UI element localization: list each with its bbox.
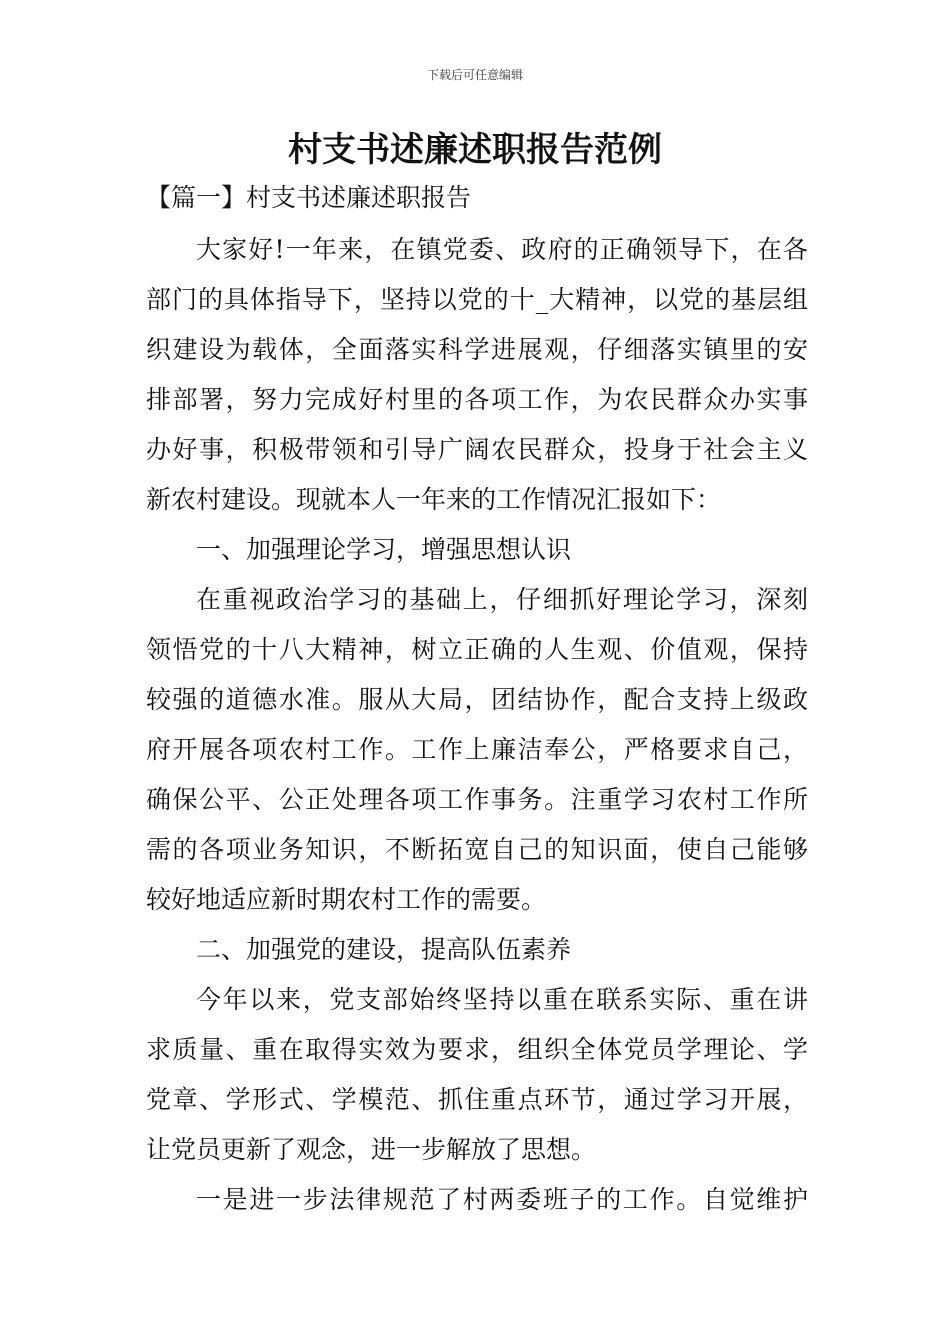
- paragraph-line: 办好事，积极带领和引导广阔农民群众，投身于社会主义: [146, 435, 808, 464]
- paragraph-line: 党章、学形式、学模范、抓住重点环节，通过学习开展，: [146, 1085, 808, 1114]
- paragraph-line: 府开展各项农村工作。工作上廉洁奉公，严格要求自己，: [146, 735, 808, 764]
- paragraph-line: 一是进一步法律规范了村两委班子的工作。自觉维护: [196, 1185, 808, 1214]
- paragraph-line: 较好地适应新时期农村工作的需要。: [146, 885, 547, 914]
- document-body: [146, 225, 808, 1225]
- paragraph-line: 让党员更新了观念，进一步解放了思想。: [146, 1135, 597, 1164]
- paragraph-line: 排部署，努力完成好村里的各项工作，为农民群众办实事: [146, 385, 808, 414]
- paragraph-line: 织建设为载体，全面落实科学进展观，仔细落实镇里的安: [146, 335, 808, 364]
- paragraph-line: 大家好!一年来，在镇党委、政府的正确领导下，在各: [196, 235, 808, 264]
- paragraph-line: 较强的道德水准。服从大局，团结协作，配合支持上级政: [146, 685, 808, 714]
- paragraph-line: 今年以来，党支部始终坚持以重在联系实际、重在讲: [196, 985, 808, 1014]
- paragraph-line: 需的各项业务知识，不断拓宽自己的知识面，使自己能够: [146, 835, 808, 864]
- paragraph-line: 求质量、重在取得实效为要求，组织全体党员学理论、学: [146, 1035, 808, 1064]
- paragraph-line: 领悟党的十八大精神，树立正确的人生观、价值观，保持: [146, 635, 808, 664]
- paragraph-line: 部门的具体指导下，坚持以党的十_大精神，以党的基层组: [146, 285, 808, 314]
- document-title: 村支书述廉述职报告范例: [288, 130, 662, 170]
- paragraph-line: 确保公平、公正处理各项工作事务。注重学习农村工作所: [146, 785, 808, 814]
- paragraph-line: 在重视政治学习的基础上，仔细抓好理论学习，深刻: [196, 585, 808, 614]
- subsection-heading: 二、加强党的建设，提高队伍素养: [196, 935, 572, 964]
- paragraph-line: 新农村建设。现就本人一年来的工作情况汇报如下：: [146, 485, 722, 514]
- subsection-heading: 一、加强理论学习，增强思想认识: [196, 535, 572, 564]
- section-heading: 【篇一】村支书述廉述职报告: [146, 183, 472, 212]
- header-note: 下载后可任意编辑: [426, 68, 523, 82]
